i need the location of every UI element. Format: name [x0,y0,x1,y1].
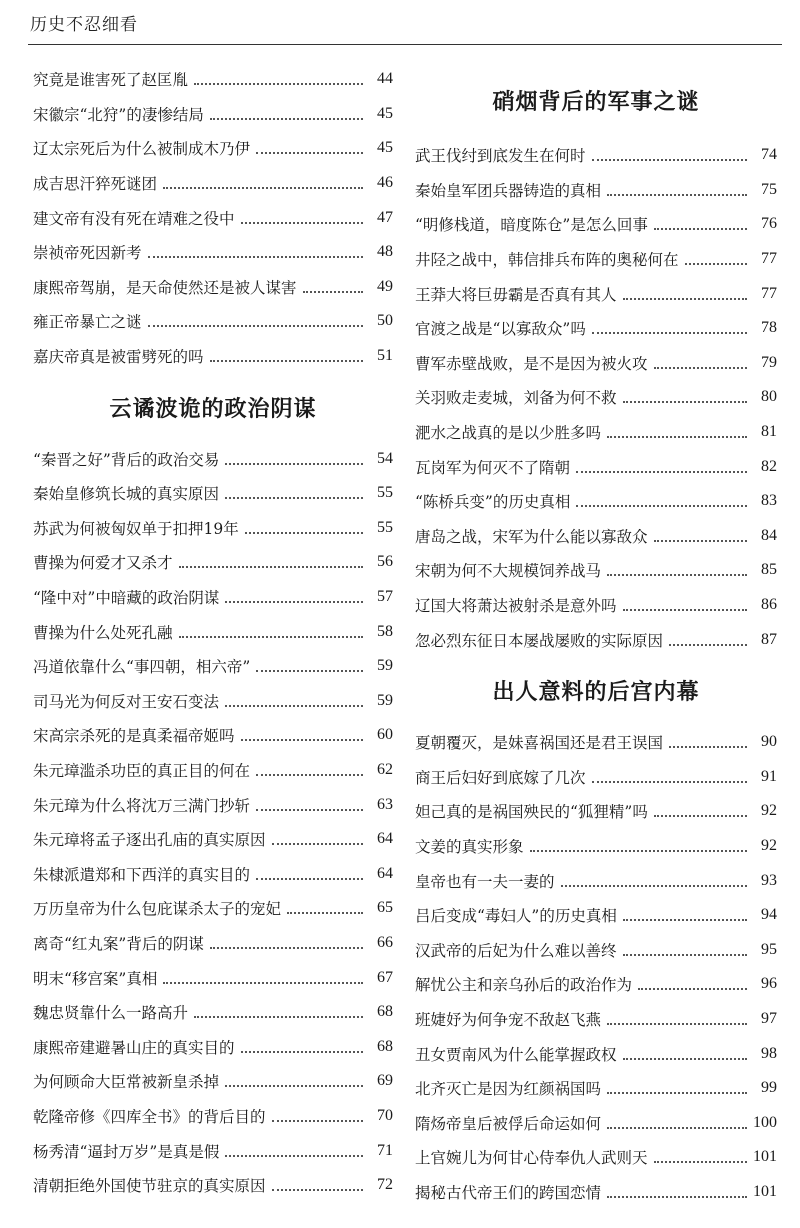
toc-entry-page: 55 [377,484,393,502]
dot-leader [256,774,363,776]
left-column [33,62,393,1202]
header-rule [28,44,782,45]
dot-leader [638,988,747,990]
toc-entry-page: 97 [761,1009,777,1027]
dot-leader [607,1196,747,1198]
dot-leader [654,815,747,817]
dot-leader [654,228,747,230]
toc-entry[interactable] [33,97,393,132]
toc-entry-title: 宋高宗杀死的是真柔福帝姬吗 [33,727,235,746]
toc-entry[interactable] [415,1105,777,1140]
toc-entry-page: 47 [377,208,393,226]
toc-entry[interactable] [415,1036,777,1071]
toc-entry-page: 101 [753,1182,777,1200]
toc-entry[interactable] [415,863,777,898]
toc-entry[interactable] [33,545,393,580]
toc-entry-page: 75 [761,180,777,198]
toc-entry[interactable] [415,415,777,450]
toc-entry[interactable] [415,380,777,415]
toc-entry-title: 吕后变成“毒妇人”的历史真相 [415,907,617,926]
toc-entry[interactable] [33,235,393,270]
toc-entry-page: 67 [377,968,393,986]
toc-entry-title: 关羽败走麦城，刘备为何不救 [415,389,617,408]
toc-entry-title: 瓦岗军为何灭不了隋朝 [415,458,571,477]
toc-entry[interactable] [415,622,777,657]
toc-entry-title: 崇祯帝死因新考 [33,244,142,263]
toc-entry[interactable] [415,725,777,760]
running-head-title: 历史不忍细看 [30,15,138,35]
toc-entry-title: 朱元璋滥杀功臣的真正目的何在 [33,761,251,780]
toc-entry-title: 建文帝有没有死在靖难之役中 [33,209,235,228]
dot-leader [179,566,363,568]
dot-leader [210,118,363,120]
toc-entry-title: 司马光为何反对王安石变法 [33,692,220,711]
toc-entry-page: 96 [761,975,777,993]
dot-leader [210,360,363,362]
toc-entry-title: 皇帝也有一夫一妻的 [415,872,555,891]
toc-entry-title: 夏朝覆灭，是妹喜祸国还是君王误国 [415,734,664,753]
toc-entry-page: 82 [761,457,777,475]
toc-entry[interactable] [415,242,777,277]
toc-entry-title: 离奇“红丸案”背后的阴谋 [33,934,204,953]
toc-entry-title: 朱棣派遣郑和下西洋的真实目的 [33,865,251,884]
toc-entry-page: 68 [377,1003,393,1021]
toc-entry[interactable] [33,339,393,374]
toc-entry[interactable] [33,614,393,649]
toc-entry-page: 64 [377,830,393,848]
toc-entry-title: 上官婉儿为何甘心侍奉仇人武则天 [415,1149,648,1168]
toc-entry-page: 44 [377,70,393,88]
toc-entry-page: 86 [761,596,777,614]
toc-entry-page: 59 [377,691,393,709]
dot-leader [607,194,747,196]
toc-entry[interactable] [33,200,393,235]
dot-leader [592,159,747,161]
toc-entry-page: 64 [377,864,393,882]
toc-entry-title: 班婕妤为何争宠不敌赵飞燕 [415,1010,602,1029]
toc-entry-page: 45 [377,139,393,157]
toc-entry[interactable] [415,173,777,208]
toc-entry-title: “明修栈道，暗度陈仓”是怎么回事 [415,216,648,235]
dot-leader [256,809,363,811]
dot-leader [669,644,747,646]
toc-entry-page: 91 [761,767,777,785]
section-title-military: 硝烟背后的军事之谜 [492,89,700,115]
toc-entry[interactable] [415,932,777,967]
dot-leader [194,1016,363,1018]
toc-entry-page: 50 [377,312,393,330]
toc-entry[interactable] [33,580,393,615]
toc-entry[interactable] [415,1175,777,1210]
dot-leader [561,885,747,887]
toc-entry[interactable] [415,829,777,864]
dot-leader [607,1092,747,1094]
toc-entry-title: 武王伐纣到底发生在何时 [415,147,586,166]
dot-leader [225,705,363,707]
dot-leader [592,332,747,334]
toc-entry-title: 商王后妇好到底嫁了几次 [415,768,586,787]
dot-leader [148,325,363,327]
toc-entry-page: 101 [753,1148,777,1166]
toc-entry[interactable] [33,856,393,891]
toc-entry[interactable] [415,967,777,1002]
dot-leader [225,463,363,465]
toc-entry-page: 60 [377,726,393,744]
dot-leader [287,912,363,914]
toc-entry-page: 80 [761,388,777,406]
section-title-political: 云谲波诡的政治阴谋 [109,396,317,422]
toc-entry[interactable] [33,960,393,995]
dot-leader [210,947,363,949]
toc-entry-page: 70 [377,1106,393,1124]
toc-entry[interactable] [415,484,777,519]
toc-entry-page: 87 [761,630,777,648]
dot-leader [623,298,747,300]
toc-entry-title: 杨秀清“逼封万岁”是真是假 [33,1142,220,1161]
toc-entry-title: 唐岛之战，宋军为什么能以寡敌众 [415,527,648,546]
toc-entry-page: 83 [761,492,777,510]
dot-leader [654,1161,747,1163]
toc-entry[interactable] [33,926,393,961]
toc-entry-page: 63 [377,795,393,813]
dot-leader [272,1120,363,1122]
toc-entry-title: “隆中对”中暗藏的政治阴谋 [33,589,220,608]
toc-entry[interactable] [415,760,777,795]
toc-entry-page: 49 [377,277,393,295]
toc-entry[interactable] [415,1002,777,1037]
toc-entry-title: “陈桥兵变”的历史真相 [415,493,571,512]
toc-entry-page: 46 [377,174,393,192]
section-title-harem: 出人意料的后宫内幕 [492,680,700,706]
dot-leader [669,746,747,748]
toc-entry-title: 雍正帝暴亡之谜 [33,313,142,332]
toc-entry-title: 为何顾命大臣常被新皇杀掉 [33,1073,220,1092]
toc-entry-page: 74 [761,146,777,164]
dot-leader [256,878,363,880]
toc-entry-title: 曹操为何爱才又杀才 [33,554,173,573]
dot-leader [148,256,363,258]
dot-leader [576,471,747,473]
toc-entry[interactable] [33,1099,393,1134]
toc-entry-title: 究竟是谁害死了赵匡胤 [33,71,189,90]
toc-entry-title: 辽国大将萧达被射杀是意外吗 [415,597,617,616]
toc-entry-page: 65 [377,899,393,917]
toc-entry-title: 乾隆帝修《四库全书》的背后目的 [33,1107,266,1126]
toc-entry-page: 51 [377,347,393,365]
toc-entry-title: 曹军赤壁战败，是不是因为被火攻 [415,354,648,373]
toc-entry-page: 57 [377,588,393,606]
toc-entry-page: 58 [377,622,393,640]
dot-leader [607,1127,747,1129]
toc-entry-page: 95 [761,940,777,958]
dot-leader [654,367,747,369]
toc-entry-page: 62 [377,760,393,778]
dot-leader [623,609,747,611]
dot-leader [241,222,363,224]
dot-leader [303,291,363,293]
toc-entry-title: “秦晋之好”背后的政治交易 [33,450,220,469]
toc-entry-title: 嘉庆帝真是被雷劈死的吗 [33,348,204,367]
toc-entry[interactable] [33,166,393,201]
toc-entry-page: 71 [377,1141,393,1159]
toc-entry[interactable] [415,898,777,933]
toc-entry[interactable] [33,1064,393,1099]
toc-entry-title: 淝水之战真的是以少胜多吗 [415,424,602,443]
dot-leader [272,843,363,845]
toc-entry[interactable] [415,449,777,484]
dot-leader [654,540,747,542]
toc-entry-page: 56 [377,553,393,571]
toc-entry[interactable] [33,511,393,546]
toc-entry-page: 55 [377,518,393,536]
toc-entry-title: 康熙帝建避暑山庄的真实目的 [33,1038,235,1057]
dot-leader [607,1023,747,1025]
dot-leader [256,152,363,154]
toc-entry-title: 苏武为何被匈奴单于扣押19年 [33,519,239,538]
toc-entry-title: 汉武帝的后妃为什么难以善终 [415,941,617,960]
toc-entry-page: 85 [761,561,777,579]
toc-entry[interactable] [33,304,393,339]
toc-entry[interactable] [415,553,777,588]
toc-entry[interactable] [33,649,393,684]
toc-entry[interactable] [33,1133,393,1168]
toc-entry-page: 48 [377,243,393,261]
dot-leader [623,401,747,403]
toc-entry-page: 79 [761,353,777,371]
toc-entry-title: 朱元璋将孟子逐出孔庙的真实原因 [33,831,266,850]
toc-entry-title: 万历皇帝为什么包庇谋杀太子的宠妃 [33,900,282,919]
dot-leader [245,532,363,534]
dot-leader [225,1155,363,1157]
toc-entry-page: 99 [761,1079,777,1097]
toc-entry-title: 妲己真的是祸国殃民的“狐狸精”吗 [415,803,648,822]
toc-entry-page: 68 [377,1037,393,1055]
toc-entry-page: 54 [377,449,393,467]
toc-entry[interactable] [415,519,777,554]
toc-entry-title: 官渡之战是“以寡敌众”吗 [415,320,586,339]
toc-entry-page: 66 [377,933,393,951]
dot-leader [530,850,747,852]
toc-entry-page: 59 [377,657,393,675]
toc-entry-title: 解忧公主和亲乌孙后的政治作为 [415,976,633,995]
dot-leader [241,739,363,741]
toc-entry-title: 宋徽宗“北狩”的凄惨结局 [33,105,204,124]
toc-entry-page: 94 [761,906,777,924]
dot-leader [194,83,363,85]
toc-entry-title: 冯道依靠什么“事四朝，相六帝” [33,658,251,677]
toc-entry[interactable] [415,588,777,623]
toc-entry[interactable] [33,476,393,511]
toc-entry-title: 忽必烈东征日本屡战屡败的实际原因 [415,631,664,650]
toc-entry[interactable] [33,1029,393,1064]
toc-entry-page: 45 [377,104,393,122]
right-column [415,62,777,1209]
toc-entry[interactable] [33,131,393,166]
toc-entry-page: 84 [761,526,777,544]
toc-entry-page: 77 [761,250,777,268]
toc-entry-title: 清朝拒绝外国使节驻京的真实原因 [33,1177,266,1196]
dot-leader [607,436,747,438]
toc-entry[interactable] [415,276,777,311]
toc-entry[interactable] [33,441,393,476]
toc-group-right-2 [415,725,777,1209]
toc-entry-title: 曹操为什么处死孔融 [33,623,173,642]
toc-entry[interactable] [33,684,393,719]
dot-leader [225,1085,363,1087]
toc-entry[interactable] [415,1071,777,1106]
toc-entry[interactable] [33,62,393,97]
dot-leader [592,781,747,783]
toc-entry-title: 辽太宗死后为什么被制成木乃伊 [33,140,251,159]
toc-entry-page: 92 [761,836,777,854]
toc-entry-title: 丑女贾南风为什么能掌握政权 [415,1045,617,1064]
toc-entry[interactable] [33,787,393,822]
toc-entry[interactable] [33,270,393,305]
toc-entry-title: 隋炀帝皇后被俘后命运如何 [415,1114,602,1133]
dot-leader [179,636,363,638]
toc-entry-page: 77 [761,284,777,302]
toc-entry-title: 王莽大将巨毋霸是否真有其人 [415,285,617,304]
toc-entry-page: 78 [761,319,777,337]
toc-entry-title: 明末“移宫案”真相 [33,969,158,988]
dot-leader [607,574,747,576]
dot-leader [241,1051,363,1053]
toc-entry-title: 宋朝为何不大规模饲养战马 [415,562,602,581]
toc-entry-title: 秦始皇修筑长城的真实原因 [33,485,220,504]
toc-entry-title: 成吉思汗猝死谜团 [33,175,158,194]
dot-leader [272,1189,363,1191]
toc-entry-title: 揭秘古代帝王们的跨国恋情 [415,1183,602,1202]
toc-entry[interactable] [415,346,777,381]
toc-entry[interactable] [33,995,393,1030]
toc-entry[interactable] [415,207,777,242]
toc-entry-page: 93 [761,871,777,889]
toc-entry-page: 90 [761,733,777,751]
toc-entry-page: 100 [753,1113,777,1131]
toc-entry-page: 69 [377,1072,393,1090]
dot-leader [623,919,747,921]
toc-entry-title: 井陉之战中，韩信排兵布阵的奥秘何在 [415,251,679,270]
toc-entry-title: 康熙帝驾崩，是天命使然还是被人谋害 [33,278,297,297]
toc-entry[interactable] [415,311,777,346]
toc-entry[interactable] [415,794,777,829]
dot-leader [623,1058,747,1060]
dot-leader [576,505,747,507]
toc-entry[interactable] [415,1140,777,1175]
dot-leader [685,263,747,265]
dot-leader [163,187,363,189]
toc-entry[interactable] [415,138,777,173]
toc-entry-page: 81 [761,423,777,441]
toc-entry[interactable] [33,718,393,753]
toc-entry-title: 魏忠贤靠什么一路高升 [33,1004,189,1023]
toc-entry-title: 朱元璋为什么将沈万三满门抄斩 [33,796,251,815]
toc-entry[interactable] [33,891,393,926]
toc-entry[interactable] [33,753,393,788]
toc-entry-page: 92 [761,802,777,820]
toc-entry-page: 76 [761,215,777,233]
toc-group-left-2 [33,441,393,1202]
toc-entry[interactable] [33,1168,393,1203]
dot-leader [163,982,363,984]
toc-group-right-1 [415,138,777,657]
dot-leader [623,954,747,956]
toc-entry-title: 秦始皇军团兵器铸造的真相 [415,181,602,200]
dot-leader [225,497,363,499]
toc-entry-title: 文姜的真实形象 [415,837,524,856]
toc-group-left-1 [33,62,393,373]
toc-entry-page: 72 [377,1176,393,1194]
dot-leader [225,601,363,603]
toc-entry-page: 98 [761,1044,777,1062]
dot-leader [256,670,363,672]
toc-entry[interactable] [33,822,393,857]
toc-entry-title: 北齐灭亡是因为红颜祸国吗 [415,1080,602,1099]
